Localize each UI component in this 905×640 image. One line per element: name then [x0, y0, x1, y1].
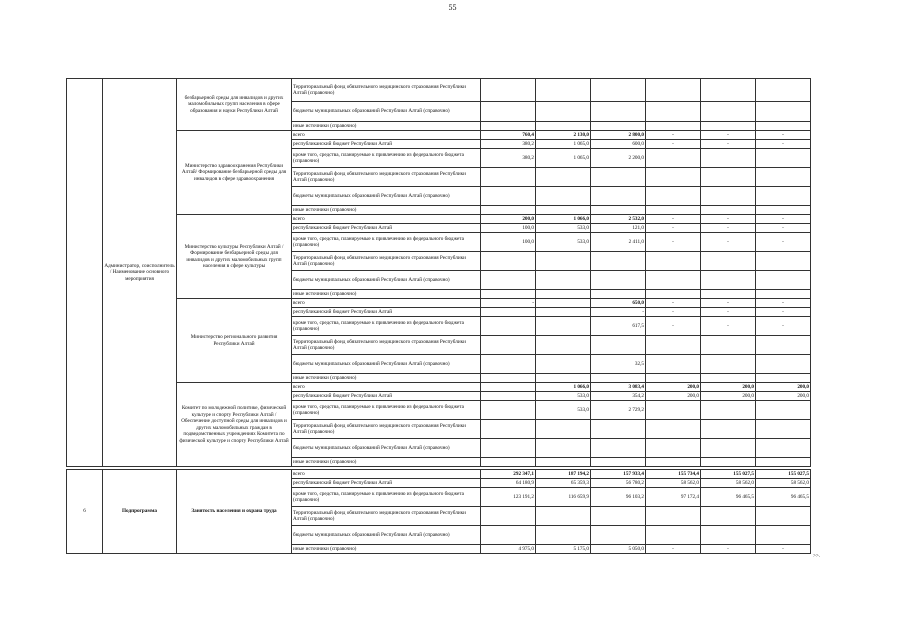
value-cell [536, 102, 591, 122]
value-cell [536, 317, 591, 336]
source-cell: бюджеты муниципальных образований Республики Алтай (справочно) [292, 102, 481, 122]
value-cell: 121,0 [591, 224, 646, 233]
value-cell [481, 392, 536, 401]
source-cell: кроме того, средства, планируемые к привлечению из федерального бюджета (справочно) [292, 317, 481, 336]
table-row [67, 383, 811, 392]
source-cell: кроме того, средства, планируемые к привлечению из федерального бюджета (справочно) [292, 488, 481, 507]
value-cell: 155 027,5 [756, 470, 811, 479]
value-cell: 200,0 [646, 392, 701, 401]
value-cell: 600,0 [591, 140, 646, 149]
source-cell: иные источники (справочно) [292, 458, 481, 467]
value-cell: 533,0 [536, 392, 591, 401]
value-cell: 1 065,0 [536, 149, 591, 168]
page-number: 55 [448, 3, 457, 12]
source-cell: Территориальный фонд обязательного медицинского страхования Республики Алтай (справочно) [292, 79, 481, 102]
value-cell: 380,2 [481, 149, 536, 168]
value-cell: 292 347,1 [481, 470, 536, 479]
value-cell: - [646, 299, 701, 308]
value-cell: - [646, 233, 701, 252]
value-cell: 200,0 [756, 383, 811, 392]
value-cell: 2 130,0 [536, 131, 591, 140]
table-row [67, 470, 811, 479]
value-cell [591, 122, 646, 131]
executor-cell: Министерство культуры Республики Алтай / Формирование безбарьерной среды для инвалидов и других маломобильных групп населения в сфере культуры [177, 215, 292, 299]
value-cell: 65 359,3 [536, 479, 591, 488]
value-cell [536, 299, 591, 308]
value-cell: 1 066,0 [536, 215, 591, 224]
source-cell: республиканский бюджет Республики Алтай [292, 140, 481, 149]
value-cell [701, 102, 756, 122]
value-cell: - [756, 317, 811, 336]
value-cell: - [756, 131, 811, 140]
value-cell: 3 083,4 [591, 383, 646, 392]
value-cell: 533,0 [536, 224, 591, 233]
value-cell [646, 122, 701, 131]
value-cell: 58 562,0 [646, 479, 701, 488]
value-cell: - [701, 140, 756, 149]
value-cell [536, 355, 591, 374]
source-cell: Территориальный фонд обязательного медицинского страхования Республики Алтай (справочно) [292, 168, 481, 187]
value-cell [536, 308, 591, 317]
value-cell [646, 401, 701, 420]
value-cell: 1 066,0 [536, 383, 591, 392]
value-cell [481, 308, 536, 317]
value-cell: - [701, 317, 756, 336]
value-cell: - [756, 215, 811, 224]
value-cell: 380,2 [481, 140, 536, 149]
value-cell: 2 200,0 [591, 149, 646, 168]
value-cell [646, 149, 701, 168]
value-cell [756, 355, 811, 374]
value-cell [481, 383, 536, 392]
value-cell [756, 149, 811, 168]
source-cell: бюджеты муниципальных образований Республики Алтай (справочно) [292, 526, 481, 545]
value-cell: - [756, 308, 811, 317]
value-cell: - [646, 317, 701, 336]
value-cell: 200,0 [701, 392, 756, 401]
subprogram-name: Занятость населения и охрана труда [177, 470, 292, 554]
value-cell: 760,4 [481, 131, 536, 140]
value-cell: - [701, 224, 756, 233]
value-cell: - [646, 308, 701, 317]
value-cell: 200,0 [756, 392, 811, 401]
value-cell: 200,0 [701, 383, 756, 392]
value-cell [701, 355, 756, 374]
value-cell: 200,0 [646, 383, 701, 392]
value-cell [756, 401, 811, 420]
value-cell [701, 122, 756, 131]
value-cell: 58 562,0 [701, 479, 756, 488]
source-cell: республиканский бюджет Республики Алтай [292, 392, 481, 401]
value-cell: 100,0 [481, 224, 536, 233]
source-cell: бюджеты муниципальных образований Республики Алтай (справочно) [292, 355, 481, 374]
value-cell: 5 175,0 [536, 545, 591, 554]
value-cell: - [701, 545, 756, 554]
value-cell: 533,0 [536, 401, 591, 420]
value-cell: 123 191,2 [481, 488, 536, 507]
value-cell: 533,0 [536, 233, 591, 252]
value-cell: - [701, 308, 756, 317]
source-cell: всего [292, 131, 481, 140]
source-cell: Территориальный фонд обязательного медицинского страхования Республики Алтай (справочно) [292, 252, 481, 271]
subprogram-type: Подпрограмма [103, 470, 177, 554]
value-cell: 56 780,2 [591, 479, 646, 488]
source-cell: иные источники (справочно) [292, 545, 481, 554]
admin-cell: Администратор, соисполнитель / Наименование основного мероприятия [103, 79, 177, 467]
source-cell: кроме того, средства, планируемые к привлечению из федерального бюджета (справочно) [292, 233, 481, 252]
subprogram-table [66, 469, 811, 554]
value-cell: - [646, 224, 701, 233]
table-row [67, 215, 811, 224]
value-cell: 58 562,0 [756, 479, 811, 488]
value-cell: 2 729,2 [591, 401, 646, 420]
source-cell: иные источники (справочно) [292, 374, 481, 383]
source-cell: кроме того, средства, планируемые к привлечению из федерального бюджета (справочно) [292, 149, 481, 168]
value-cell: - [701, 215, 756, 224]
value-cell: 2 532,0 [591, 215, 646, 224]
source-cell: иные источники (справочно) [292, 122, 481, 131]
value-cell: 155 027,5 [701, 470, 756, 479]
source-cell: всего [292, 470, 481, 479]
value-cell: - [756, 224, 811, 233]
value-cell [646, 79, 701, 102]
value-cell: 100,0 [481, 233, 536, 252]
source-cell: иные источники (справочно) [292, 206, 481, 215]
value-cell [591, 79, 646, 102]
value-cell: - [646, 140, 701, 149]
value-cell: - [646, 215, 701, 224]
value-cell [646, 102, 701, 122]
value-cell: 64 180,9 [481, 479, 536, 488]
value-cell [756, 122, 811, 131]
value-cell: 97 172,4 [646, 488, 701, 507]
value-cell [481, 317, 536, 336]
value-cell: 200,0 [481, 215, 536, 224]
value-cell: - [756, 140, 811, 149]
source-cell: иные источники (справочно) [292, 290, 481, 299]
source-cell: всего [292, 299, 481, 308]
value-cell [481, 355, 536, 374]
source-cell: кроме того, средства, планируемые к привлечению из федерального бюджета (справочно) [292, 401, 481, 420]
value-cell [536, 122, 591, 131]
value-cell [756, 102, 811, 122]
source-cell: Территориальный фонд обязательного медицинского страхования Республики Алтай (справочно) [292, 420, 481, 439]
source-cell: республиканский бюджет Республики Алтай [292, 308, 481, 317]
value-cell: 116 659,9 [536, 488, 591, 507]
value-cell: - [591, 308, 646, 317]
table-row [67, 299, 811, 308]
value-cell: - [701, 299, 756, 308]
value-cell: - [756, 233, 811, 252]
value-cell [756, 79, 811, 102]
value-cell [701, 401, 756, 420]
value-cell: - [481, 299, 536, 308]
value-cell: 96 465,5 [701, 488, 756, 507]
source-cell: всего [292, 215, 481, 224]
value-cell [481, 102, 536, 122]
value-cell: 32,5 [591, 355, 646, 374]
value-cell: 96 103,2 [591, 488, 646, 507]
value-cell [701, 79, 756, 102]
value-cell: 2 800,0 [591, 131, 646, 140]
value-cell: 157 933,4 [591, 470, 646, 479]
value-cell [481, 122, 536, 131]
value-cell: 4 975,0 [481, 545, 536, 554]
value-cell: 5 050,0 [591, 545, 646, 554]
value-cell: 650,0 [591, 299, 646, 308]
value-cell: 617,5 [591, 317, 646, 336]
value-cell [536, 79, 591, 102]
value-cell: 155 734,4 [646, 470, 701, 479]
source-cell: республиканский бюджет Республики Алтай [292, 224, 481, 233]
source-cell: Территориальный фонд обязательного медицинского страхования Республики Алтай (справочно) [292, 507, 481, 526]
source-cell: Территориальный фонд обязательного медицинского страхования Республики Алтай (справочно) [292, 336, 481, 355]
value-cell: 2 411,0 [591, 233, 646, 252]
financing-table [66, 78, 811, 467]
continuation-mark: >>. [813, 553, 821, 559]
source-cell: всего [292, 383, 481, 392]
row-number: 6 [67, 470, 103, 554]
source-cell: бюджеты муниципальных образований Республики Алтай (справочно) [292, 187, 481, 206]
table-row [67, 79, 811, 102]
value-cell [646, 355, 701, 374]
value-cell: - [646, 131, 701, 140]
value-cell [481, 79, 536, 102]
value-cell: 354,2 [591, 392, 646, 401]
value-cell [481, 401, 536, 420]
value-cell [701, 149, 756, 168]
source-cell: бюджеты муниципальных образований Республики Алтай (справочно) [292, 439, 481, 458]
value-cell [591, 102, 646, 122]
executor-cell: Министерство здравоохранения Республики Алтай/ Формирование безбарьерной среды для инвалидов в сфере здравоохранения [177, 131, 292, 215]
value-cell: 187 194,2 [536, 470, 591, 479]
row-number-cell [67, 79, 103, 467]
executor-cell: Комитет по молодежной политике, физической культуре и спорту Республики Алтай / Обеспечение доступной среды для инвалидов и других маломобильных граждан в подведомственных учреждениях Комитета по физической культуре и спорту Республики Алтай [177, 383, 292, 467]
value-cell: 96 465,5 [756, 488, 811, 507]
value-cell: - [756, 545, 811, 554]
table-row [67, 131, 811, 140]
value-cell: 1 065,0 [536, 140, 591, 149]
source-cell: республиканский бюджет Республики Алтай [292, 479, 481, 488]
value-cell: - [701, 131, 756, 140]
value-cell: - [756, 299, 811, 308]
source-cell: бюджеты муниципальных образований Республики Алтай (справочно) [292, 271, 481, 290]
executor-cell: Министерство регионального развития Республики Алтай [177, 299, 292, 383]
value-cell: - [646, 545, 701, 554]
executor-cell: безбарьерной среды для инвалидов и других маломобильных групп населения в сфере образования и науки Республики Алтай [177, 79, 292, 131]
value-cell: - [701, 233, 756, 252]
